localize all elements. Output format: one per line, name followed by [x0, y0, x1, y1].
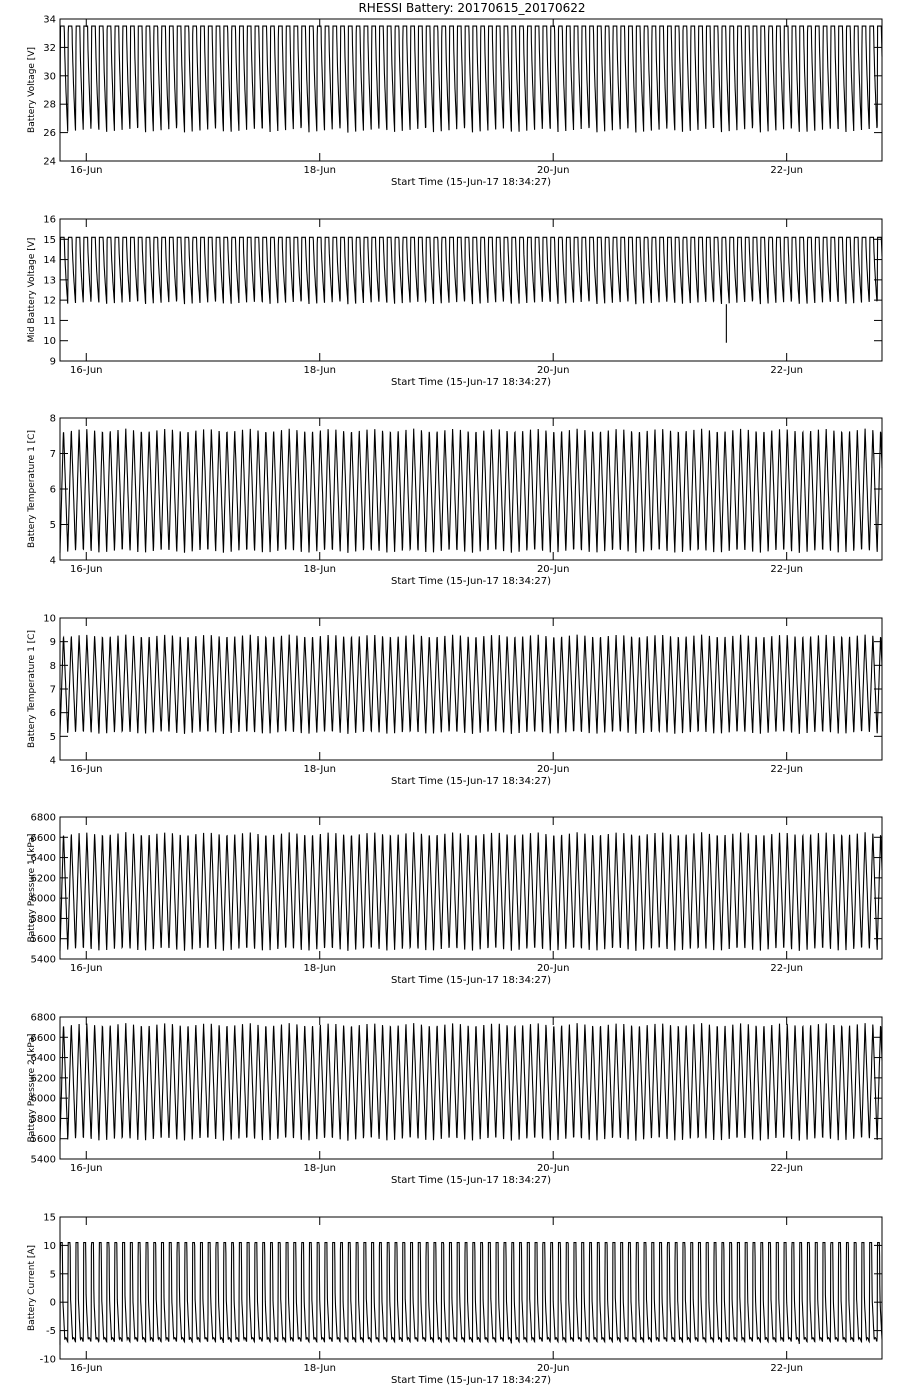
x-tick-label: 16-Jun	[70, 764, 103, 775]
y-tick-label: 6	[49, 484, 56, 496]
y-tick-label: 8	[49, 413, 56, 425]
y-tick-label: 6200	[30, 1073, 56, 1085]
y-tick-label: 32	[43, 42, 56, 54]
x-tick-label: 18-Jun	[303, 165, 336, 176]
y-tick-label: 6	[49, 708, 56, 720]
y-tick-label: 11	[43, 315, 56, 327]
y-tick-label: 10	[43, 613, 56, 625]
x-tick-label: 22-Jun	[770, 165, 803, 176]
chart-panel-4	[27, 614, 882, 788]
y-tick-label: 4	[49, 555, 56, 567]
chart-panel-3	[27, 414, 882, 588]
x-tick-label: 16-Jun	[70, 564, 103, 575]
y-tick-label: -5	[46, 1326, 56, 1338]
y-tick-label: 5400	[30, 954, 56, 966]
y-axis-title: Battery Voltage [V]	[27, 47, 37, 133]
y-tick-label: 16	[43, 214, 56, 226]
y-tick-label: 5600	[30, 934, 56, 946]
x-axis-title: Start Time (15-Jun-17 18:34:27)	[391, 975, 551, 986]
y-tick-label: -10	[39, 1354, 56, 1366]
y-axis-title: Battery Temperature 1 [C]	[27, 430, 37, 548]
x-tick-label: 18-Jun	[303, 564, 336, 575]
y-tick-label: 6800	[30, 812, 56, 824]
y-axis-title: Battery Pressure 1 [kPa]	[27, 833, 37, 943]
chart-panel-2	[27, 215, 882, 389]
x-tick-label: 22-Jun	[770, 1363, 803, 1374]
panels-group	[27, 15, 882, 1387]
x-tick-label: 16-Jun	[70, 963, 103, 974]
x-tick-label: 16-Jun	[70, 365, 103, 376]
chart-panel-1	[27, 15, 882, 189]
y-tick-label: 5	[49, 520, 56, 531]
y-tick-label: 5	[49, 1269, 56, 1281]
series-line	[60, 635, 882, 734]
plot-frame	[60, 817, 882, 959]
y-tick-label: 5400	[30, 1154, 56, 1166]
series-line	[60, 1023, 882, 1141]
x-tick-label: 16-Jun	[70, 165, 103, 176]
y-tick-label: 15	[43, 234, 56, 246]
y-tick-label: 5800	[30, 1113, 56, 1125]
y-tick-label: 6200	[30, 873, 56, 885]
series-line	[60, 832, 882, 951]
x-axis-title: Start Time (15-Jun-17 18:34:27)	[391, 576, 551, 587]
y-tick-label: 15	[43, 1212, 56, 1224]
x-tick-label: 20-Jun	[536, 1163, 570, 1174]
y-axis-title: Battery Pressure 2 [kPa]	[27, 1033, 37, 1143]
x-axis-title: Start Time (15-Jun-17 18:34:27)	[391, 1175, 551, 1186]
y-tick-label: 6400	[30, 853, 56, 865]
x-axis-title: Start Time (15-Jun-17 18:34:27)	[391, 177, 551, 188]
x-tick-label: 22-Jun	[770, 365, 803, 376]
y-tick-label: 10	[43, 336, 56, 348]
y-axis-title: Battery Current [A]	[27, 1244, 37, 1332]
y-tick-label: 6600	[30, 832, 56, 844]
chart-panel-5	[27, 813, 882, 987]
y-tick-label: 34	[43, 14, 56, 26]
figure-title: RHESSI Battery: 20170615_20170622	[358, 1, 586, 15]
y-tick-label: 6600	[30, 1032, 56, 1044]
y-tick-label: 24	[43, 156, 56, 168]
y-tick-label: 0	[49, 1297, 56, 1309]
x-tick-label: 18-Jun	[303, 764, 336, 775]
x-tick-label: 18-Jun	[303, 963, 336, 974]
y-tick-label: 5800	[30, 913, 56, 925]
y-tick-label: 13	[43, 275, 56, 287]
x-tick-label: 18-Jun	[303, 1363, 336, 1374]
x-tick-label: 20-Jun	[536, 1363, 570, 1374]
y-axis-title: Battery Temperature 1 [C]	[27, 630, 37, 748]
y-tick-label: 7	[49, 449, 56, 460]
y-tick-label: 14	[43, 255, 56, 267]
x-tick-label: 18-Jun	[303, 365, 336, 376]
y-tick-label: 28	[43, 99, 56, 111]
x-axis-title: Start Time (15-Jun-17 18:34:27)	[391, 776, 551, 787]
x-tick-label: 16-Jun	[70, 1363, 103, 1374]
y-tick-label: 8	[49, 660, 56, 672]
x-tick-label: 20-Jun	[536, 764, 570, 775]
x-tick-label: 22-Jun	[770, 764, 803, 775]
y-tick-label: 9	[49, 356, 56, 368]
chart-panel-7	[27, 1213, 882, 1387]
x-tick-label: 20-Jun	[536, 365, 570, 376]
x-tick-label: 22-Jun	[770, 963, 803, 974]
x-axis-title: Start Time (15-Jun-17 18:34:27)	[391, 1375, 551, 1386]
y-tick-label: 12	[43, 295, 56, 307]
x-tick-label: 22-Jun	[770, 564, 803, 575]
y-tick-label: 5	[49, 731, 56, 743]
y-tick-label: 26	[43, 128, 56, 140]
chart-panel-6	[27, 1013, 882, 1187]
x-tick-label: 20-Jun	[536, 963, 570, 974]
y-tick-label: 9	[49, 637, 56, 649]
y-tick-label: 30	[43, 71, 56, 83]
y-tick-label: 6400	[30, 1053, 56, 1065]
y-tick-label: 10	[43, 1240, 56, 1252]
series-line	[60, 237, 882, 304]
series-line	[60, 429, 882, 553]
series-line	[60, 1243, 882, 1345]
y-tick-label: 6800	[30, 1012, 56, 1024]
y-axis-title: Mid Battery Voltage [V]	[27, 237, 37, 343]
y-tick-label: 7	[49, 684, 56, 696]
x-tick-label: 22-Jun	[770, 1163, 803, 1174]
series-line	[60, 26, 882, 133]
x-tick-label: 18-Jun	[303, 1163, 336, 1174]
x-axis-title: Start Time (15-Jun-17 18:34:27)	[391, 377, 551, 388]
y-tick-label: 6000	[30, 893, 56, 905]
x-tick-label: 20-Jun	[536, 165, 570, 176]
x-tick-label: 16-Jun	[70, 1163, 103, 1174]
y-tick-label: 6000	[30, 1093, 56, 1105]
y-tick-label: 4	[49, 755, 56, 767]
y-tick-label: 5600	[30, 1134, 56, 1146]
x-tick-label: 20-Jun	[536, 564, 570, 575]
